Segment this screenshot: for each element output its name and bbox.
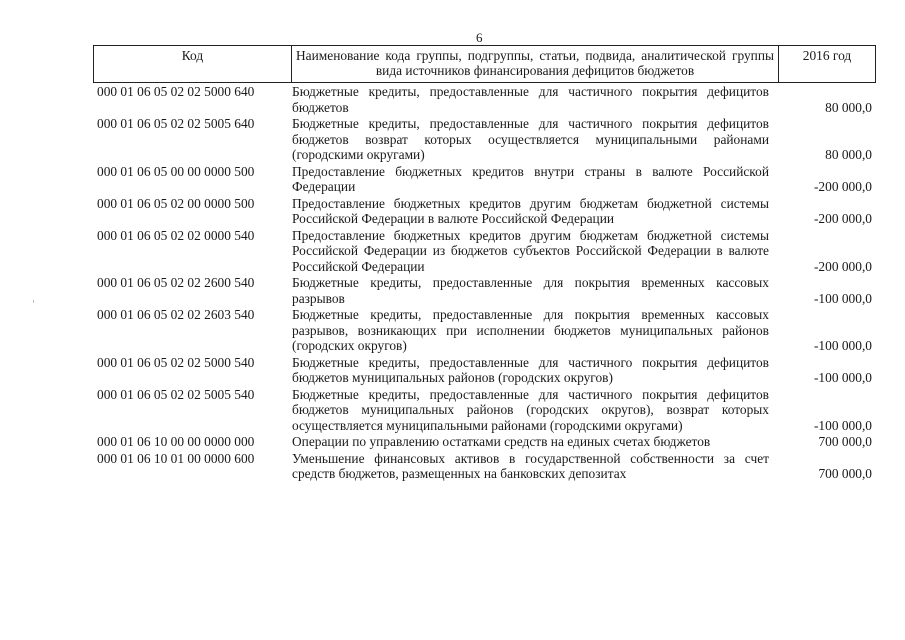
row-code: 000 01 06 05 02 02 0000 540 (97, 227, 255, 243)
row-value: -200 000,0 (813, 179, 872, 194)
table-row (97, 355, 872, 386)
row-value: -100 000,0 (813, 417, 872, 433)
header-name: Наименование кода группы, подгруппы, статьи, подвида, аналитической группы вида источников финансирования дефицитов бюджетов (291, 46, 778, 82)
row-code: 000 01 06 05 02 02 5000 640 (97, 84, 255, 99)
table-row (97, 451, 872, 482)
row-name: Предоставление бюджетных кредитов другим бюджетам бюджетной системы Российской Федерации в валюте Российской Федерации (292, 195, 769, 226)
row-name: Уменьшение финансовых активов в государственной собственности за счет средств бюджетов, размещенных на банковских депозитах (292, 450, 769, 481)
row-value: 700 000,0 (818, 434, 872, 449)
table-header (93, 45, 876, 83)
margin-mark (33, 300, 34, 303)
row-code: 000 01 06 05 02 02 5005 640 (97, 116, 255, 131)
row-value: 80 000,0 (825, 99, 872, 115)
row-value: -100 000,0 (813, 370, 872, 385)
row-name: Бюджетные кредиты, предоставленные для частичного покрытия дефицитов бюджетов муниципальных районов (городских округов), возврат которых осуществляется муниципальными районами (городскими округами) (292, 386, 769, 433)
table-row (97, 275, 872, 306)
header-year: 2016 год (778, 46, 875, 82)
table-row (97, 196, 872, 227)
row-code: 000 01 06 05 00 00 0000 500 (97, 163, 255, 179)
table-row (97, 228, 872, 275)
row-name: Бюджетные кредиты, предоставленные для покрытия временных кассовых разрывов, возникающих при исполнении бюджетов муниципальных районов (городских округов) (292, 307, 769, 353)
row-value: -200 000,0 (813, 211, 872, 226)
table-body (97, 84, 872, 483)
row-code: 000 01 06 05 02 00 0000 500 (97, 195, 255, 211)
header-code: Код (181, 48, 204, 63)
row-code: 000 01 06 05 02 02 2603 540 (97, 307, 255, 322)
table-row (97, 387, 872, 434)
row-name: Предоставление бюджетных кредитов внутри страны в валюте Российской Федерации (292, 163, 769, 194)
table-row (97, 84, 872, 115)
row-name: Бюджетные кредиты, предоставленные для частичного покрытия дефицитов бюджетов муниципальных районов (городских округов) (292, 354, 769, 385)
row-value: -100 000,0 (813, 290, 872, 306)
row-value: 700 000,0 (818, 466, 872, 481)
table-row (97, 307, 872, 354)
row-code: 000 01 06 05 02 02 5005 540 (97, 386, 255, 402)
row-name: Операции по управлению остатками средств на единых счетах бюджетов (292, 434, 711, 449)
page-number: 6 (476, 30, 483, 45)
row-name: Бюджетные кредиты, предоставленные для покрытия временных кассовых разрывов (292, 275, 769, 306)
row-code: 000 01 06 10 01 00 0000 600 (97, 450, 255, 466)
table-row (97, 434, 872, 450)
row-code: 000 01 06 10 00 00 0000 000 (97, 434, 255, 449)
row-code: 000 01 06 05 02 02 5000 540 (97, 354, 255, 370)
row-code: 000 01 06 05 02 02 2600 540 (97, 275, 255, 290)
row-value: 80 000,0 (825, 147, 872, 162)
row-value: -100 000,0 (813, 338, 872, 353)
row-name: Бюджетные кредиты, предоставленные для частичного покрытия дефицитов бюджетов возврат которых осуществляется муниципальными районами (городскими округами) (292, 116, 769, 162)
row-value: -200 000,0 (813, 258, 872, 274)
row-name: Предоставление бюджетных кредитов другим бюджетам бюджетной системы Российской Федерации из бюджетов субъектов Российской Федерации в валюте Российской Федерации (292, 227, 769, 274)
table-row (97, 116, 872, 163)
row-name: Бюджетные кредиты, предоставленные для частичного покрытия дефицитов бюджетов (292, 84, 769, 115)
table-row (97, 164, 872, 195)
